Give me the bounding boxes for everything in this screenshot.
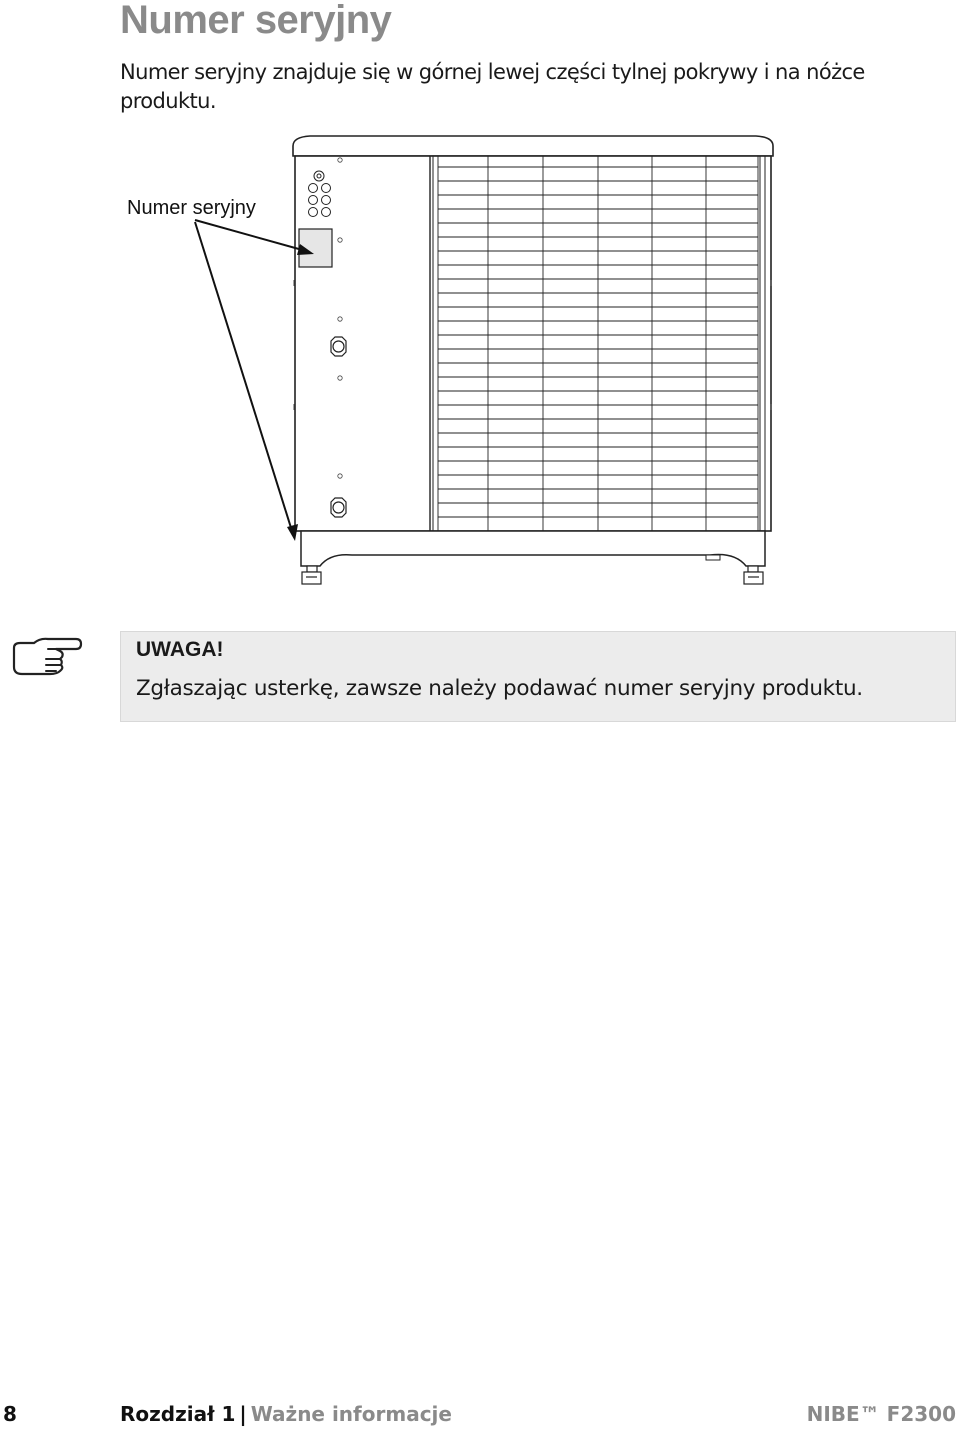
chapter-name: Rozdział 1 — [120, 1402, 236, 1426]
note-title: UWAGA! — [136, 638, 224, 661]
pointing-hand-icon — [10, 634, 84, 678]
note-text: Zgłaszając usterkę, zawsze należy podawać numer seryjny produktu. — [136, 676, 863, 701]
heat-pump-illustration — [0, 0, 960, 600]
chapter-separator: | — [239, 1402, 247, 1426]
top-cover — [293, 136, 773, 156]
warning-note — [120, 631, 956, 722]
intro-paragraph: Numer seryjny znajduje się w górnej lewej części tylnej pokrywy i na nóżce produktu. — [120, 60, 865, 113]
unit-base — [301, 531, 765, 566]
page-title: Numer seryjny — [120, 0, 392, 42]
product-name: NIBE™ F2300 — [806, 1402, 956, 1426]
page-footer — [0, 1400, 960, 1430]
serial-number-label: Numer seryjny — [127, 197, 256, 219]
section-name: Ważne informacje — [250, 1402, 452, 1426]
pipe-connection-lower — [331, 498, 346, 517]
pipe-connection-upper — [331, 337, 346, 356]
page-number: 8 — [3, 1402, 17, 1426]
chapter-label — [120, 1402, 452, 1426]
adjustable-feet — [302, 566, 763, 584]
